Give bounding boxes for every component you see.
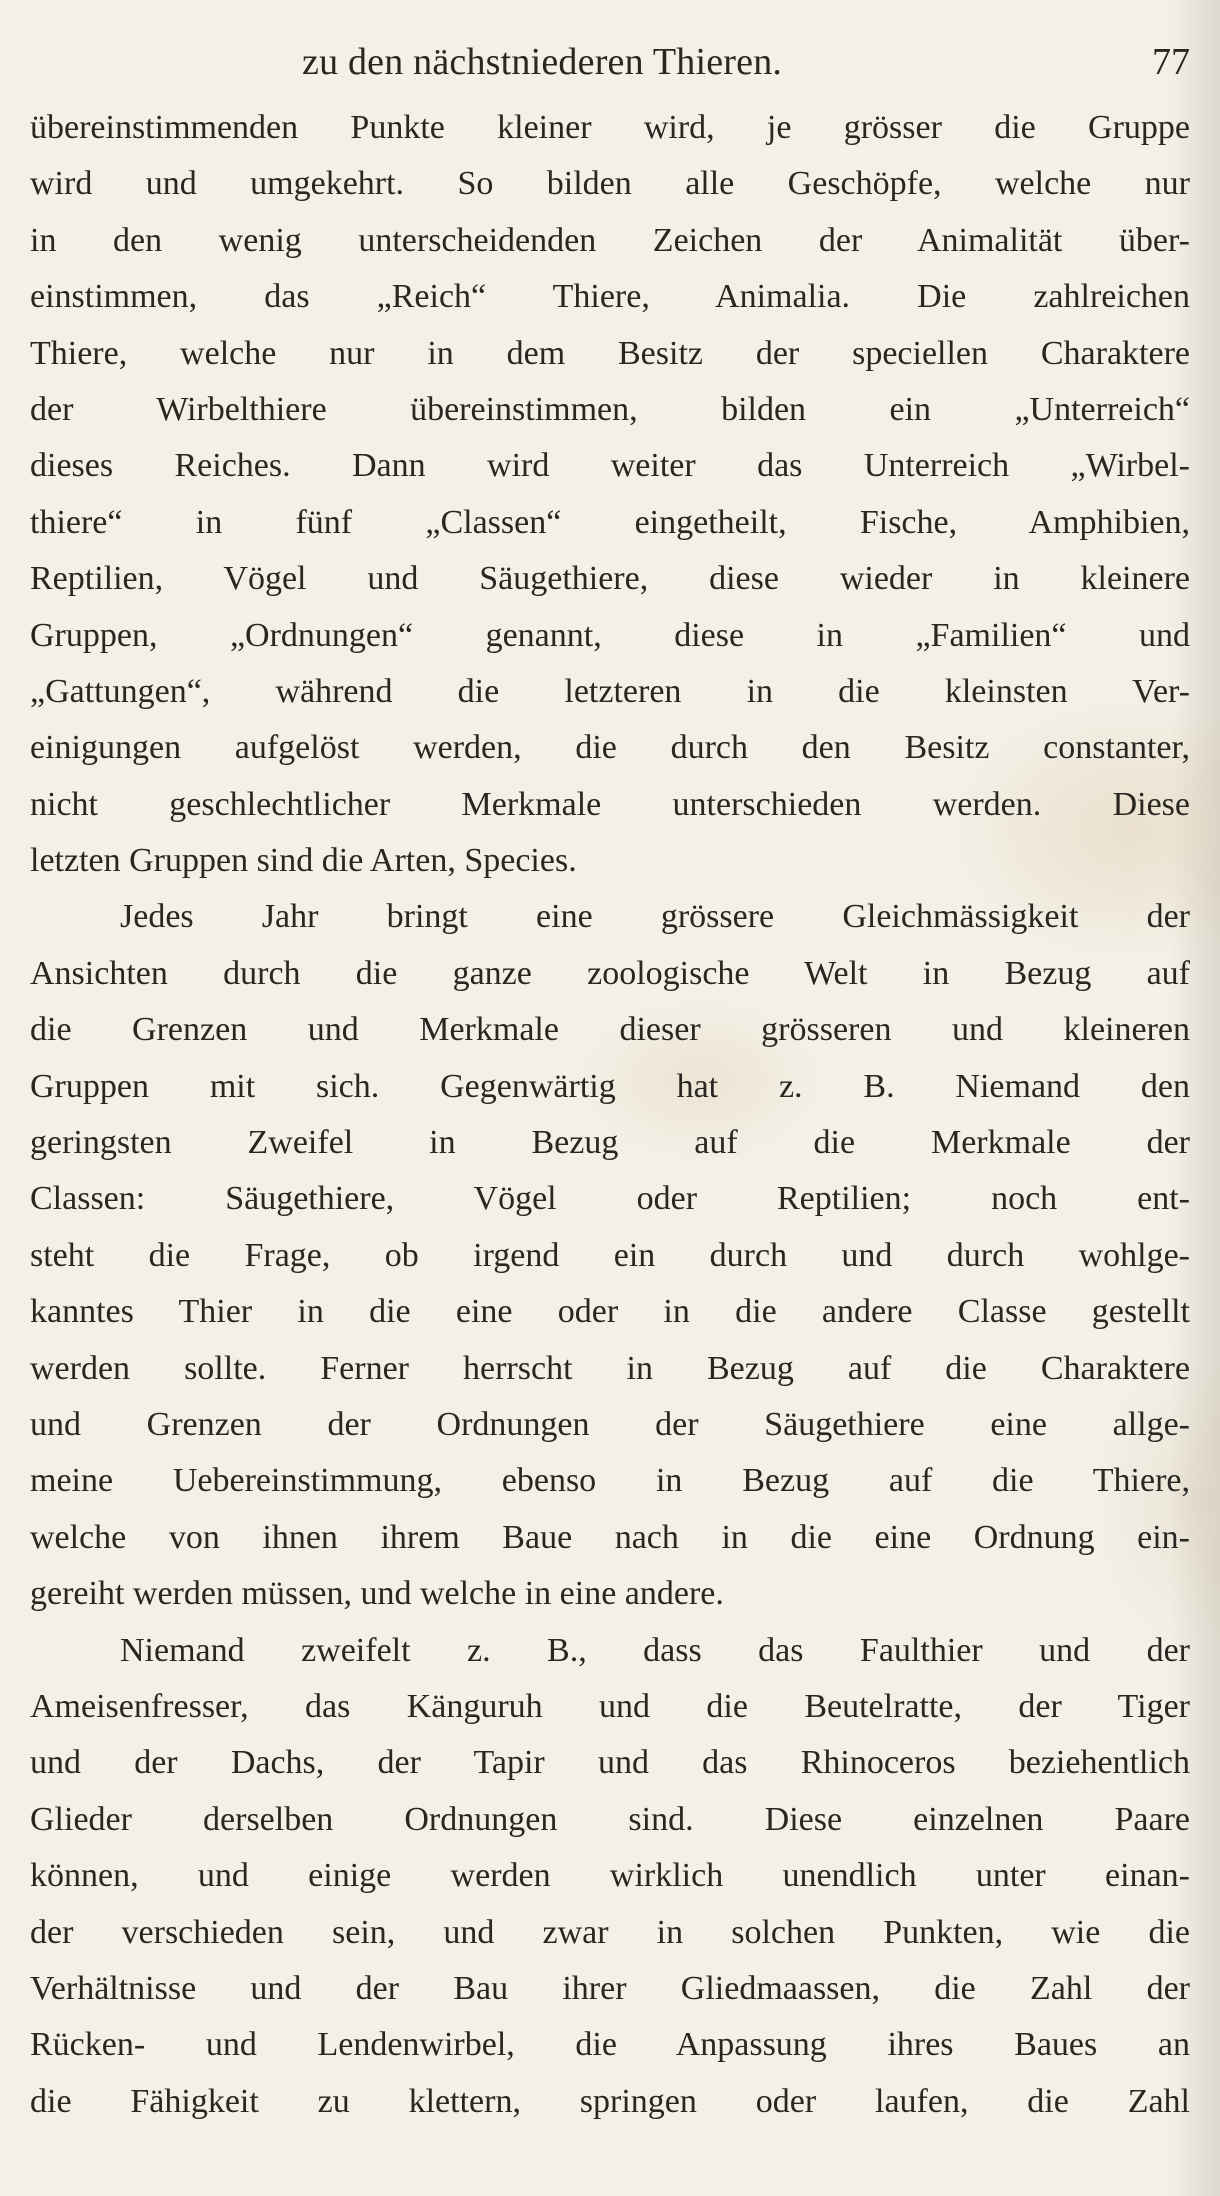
running-title: zu den nächstniederen Thieren.: [302, 41, 783, 83]
text-line: wird und umgekehrt. So bilden alle Geschöpfe, welche nur: [30, 165, 1190, 203]
text-line: Classen: Säugethiere, Vögel oder Reptilien; noch ent-: [30, 1180, 1190, 1218]
body-text: [30, 100, 1190, 2130]
text-line: steht die Frage, ob irgend ein durch und durch wohlge-: [30, 1236, 1190, 1274]
text-line: Rücken- und Lendenwirbel, die Anpassung ihres Baues an: [30, 2026, 1190, 2064]
text-line: Reptilien, Vögel und Säugethiere, diese wieder in kleinere: [30, 560, 1190, 598]
text-line: Ameisenfresser, das Känguruh und die Beutelratte, der Tiger: [30, 1687, 1190, 1725]
text-line: kanntes Thier in die eine oder in die andere Classe gestellt: [30, 1293, 1190, 1331]
text-line: Gruppen mit sich. Gegenwärtig hat z. B. Niemand den: [30, 1067, 1190, 1105]
paragraph-first-line: Jedes Jahr bringt eine grössere Gleichmässigkeit der: [120, 898, 1190, 936]
text-line: einigungen aufgelöst werden, die durch den Besitz constanter,: [30, 729, 1190, 767]
text-line: der verschieden sein, und zwar in solchen Punkten, wie die: [30, 1913, 1190, 1951]
text-line: „Gattungen“, während die letzteren in die kleinsten Ver-: [30, 672, 1190, 710]
running-head: [30, 32, 1190, 92]
text-line: Ansichten durch die ganze zoologische Welt in Bezug auf: [30, 954, 1190, 992]
text-line: thiere“ in fünf „Classen“ eingetheilt, Fische, Amphibien,: [30, 503, 1190, 541]
text-line: können, und einige werden wirklich unendlich unter einan-: [30, 1857, 1190, 1895]
text-line: Verhältnisse und der Bau ihrer Gliedmaassen, die Zahl der: [30, 1969, 1190, 2007]
paragraph-first-line: Niemand zweifelt z. B., dass das Faulthier und der: [120, 1631, 1190, 1669]
text-line: Glieder derselben Ordnungen sind. Diese einzelnen Paare: [30, 1800, 1190, 1838]
paragraph-end-line: letzten Gruppen sind die Arten, Species.: [30, 842, 577, 880]
text-line: die Grenzen und Merkmale dieser grösseren und kleineren: [30, 1011, 1190, 1049]
text-line: werden sollte. Ferner herrscht in Bezug auf die Charaktere: [30, 1349, 1190, 1387]
page-number: 77: [1152, 41, 1190, 83]
text-line: in den wenig unterscheidenden Zeichen der Animalität über-: [30, 221, 1190, 259]
text-line: dieses Reiches. Dann wird weiter das Unterreich „Wirbel-: [30, 447, 1190, 485]
text-line: Thiere, welche nur in dem Besitz der speciellen Charaktere: [30, 334, 1190, 372]
text-line: nicht geschlechtlicher Merkmale unterschieden werden. Diese: [30, 785, 1190, 823]
text-line: der Wirbelthiere übereinstimmen, bilden ein „Unterreich“: [30, 390, 1190, 428]
text-line: meine Uebereinstimmung, ebenso in Bezug auf die Thiere,: [30, 1462, 1190, 1500]
text-line: die Fähigkeit zu klettern, springen oder laufen, die Zahl: [30, 2082, 1190, 2120]
text-line: Gruppen, „Ordnungen“ genannt, diese in „Familien“ und: [30, 616, 1190, 654]
paragraph-end-line: gereiht werden müssen, und welche in eine andere.: [30, 1575, 724, 1613]
text-line: einstimmen, das „Reich“ Thiere, Animalia. Die zahlreichen: [30, 278, 1190, 316]
text-line: geringsten Zweifel in Bezug auf die Merkmale der: [30, 1124, 1190, 1162]
text-line: und der Dachs, der Tapir und das Rhinoceros beziehentlich: [30, 1744, 1190, 1782]
text-line: und Grenzen der Ordnungen der Säugethiere eine allge-: [30, 1405, 1190, 1443]
text-line: übereinstimmenden Punkte kleiner wird, je grösser die Gruppe: [30, 109, 1190, 146]
text-line: welche von ihnen ihrem Baue nach in die eine Ordnung ein-: [30, 1518, 1190, 1556]
